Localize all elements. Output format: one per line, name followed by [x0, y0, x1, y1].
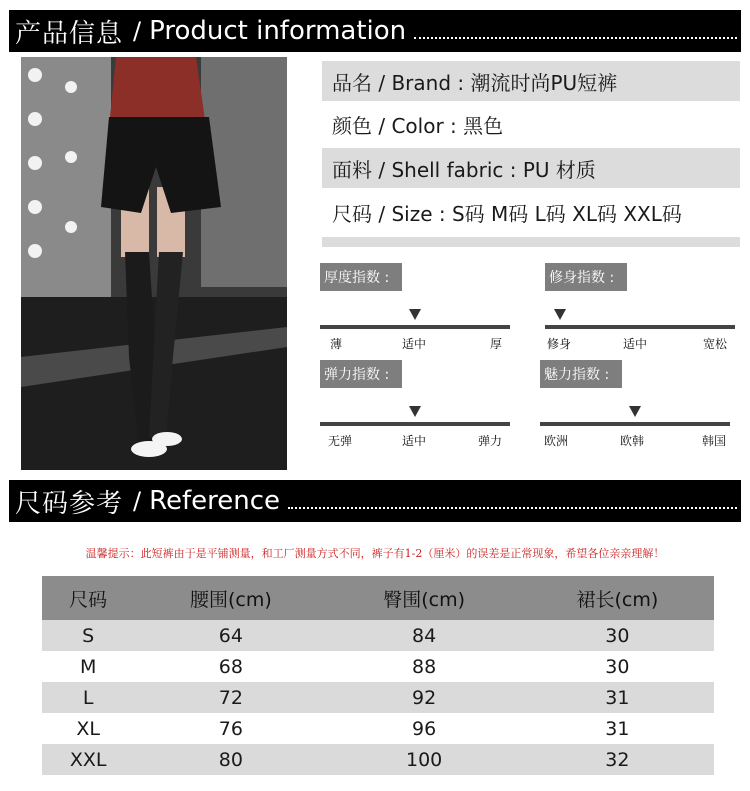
col-hip: 臀围(cm) — [328, 576, 521, 620]
size-cell: XXL — [42, 744, 134, 775]
info-divider — [322, 237, 740, 247]
scale-marker — [629, 406, 641, 417]
hip-cell: 96 — [412, 717, 437, 740]
scale-label-mid: 适中 — [402, 337, 427, 351]
scale-line — [320, 422, 510, 426]
table-row — [42, 744, 714, 775]
size-cell: XL — [76, 717, 100, 740]
scale-title: 修身指数 : — [545, 263, 627, 291]
section-title-cn: 尺码参考 — [15, 488, 124, 519]
size-cell: S — [42, 620, 134, 651]
product-info-header — [9, 10, 741, 52]
length-cell: 31 — [605, 717, 630, 740]
col-length: 裙长(cm) — [521, 576, 714, 620]
section-title-en: Product information — [149, 16, 407, 46]
length-cell: 30 — [605, 655, 630, 678]
color-row: 颜色 / Color : 黑色 — [332, 113, 504, 138]
reference-header — [9, 480, 741, 522]
size-cell: L — [42, 682, 134, 713]
scale-label-high: 宽松 — [702, 337, 727, 351]
size-table — [42, 576, 714, 775]
elasticity-scale — [320, 360, 510, 450]
table-row — [42, 651, 714, 682]
scale-label-low: 修身 — [547, 337, 572, 351]
dotted-rule — [414, 37, 737, 39]
scale-line — [545, 325, 735, 329]
length-cell: 31 — [521, 682, 714, 713]
scale-label-high: 厚 — [489, 337, 502, 351]
scale-label-high: 弹力 — [477, 434, 502, 448]
section-title-en: Reference — [149, 486, 281, 516]
title-separator: / — [133, 487, 142, 515]
dotted-rule — [288, 507, 737, 509]
scale-marker — [409, 406, 421, 417]
scale-label-low: 欧洲 — [544, 434, 569, 448]
product-photo — [21, 57, 287, 470]
waist-cell: 72 — [134, 682, 327, 713]
waist-cell: 64 — [134, 620, 327, 651]
scale-label-mid: 欧韩 — [620, 434, 645, 448]
hip-cell: 92 — [328, 682, 521, 713]
scale-label-low: 薄 — [330, 337, 343, 351]
hip-cell: 88 — [412, 655, 437, 678]
scale-label-low: 无弹 — [328, 434, 353, 448]
scale-marker — [554, 309, 566, 320]
scale-marker — [409, 309, 421, 320]
title-separator: / — [133, 17, 142, 45]
scale-title: 魅力指数 : — [540, 360, 622, 388]
scale-line — [320, 325, 510, 329]
scale-title: 厚度指数 : — [320, 263, 402, 291]
table-row — [42, 713, 714, 744]
waist-cell: 80 — [134, 744, 327, 775]
size-row: 尺码 / Size : S码 M码 L码 XL码 XXL码 — [332, 201, 682, 226]
fit-scale — [545, 263, 735, 353]
length-cell: 30 — [521, 620, 714, 651]
col-waist: 腰围(cm) — [134, 576, 327, 620]
col-size: 尺码 — [42, 576, 134, 620]
fabric-row: 面料 / Shell fabric : PU 材质 — [322, 148, 740, 188]
scale-label-high: 韩国 — [701, 434, 726, 448]
section-title-cn: 产品信息 — [15, 18, 124, 49]
scale-title: 弹力指数 : — [320, 360, 402, 388]
table-header-row — [42, 576, 714, 620]
table-row — [42, 620, 714, 651]
waist-cell: 68 — [218, 655, 243, 678]
scale-label-mid: 适中 — [402, 434, 427, 448]
charm-scale — [540, 360, 730, 450]
hip-cell: 84 — [328, 620, 521, 651]
brand-row: 品名 / Brand : 潮流时尚PU短裤 — [322, 61, 740, 101]
thickness-scale — [320, 263, 510, 353]
size-cell: M — [79, 655, 97, 678]
table-row — [42, 682, 714, 713]
length-cell: 32 — [521, 744, 714, 775]
measurement-notice: 温馨提示：此短裤由于是平铺测量，和工厂测量方式不同，裤子有1-2（厘米）的误差是正常现象，希望各位亲亲理解！ — [85, 547, 665, 560]
waist-cell: 76 — [218, 717, 243, 740]
scale-label-mid: 适中 — [623, 337, 648, 351]
hip-cell: 100 — [328, 744, 521, 775]
scale-line — [540, 422, 730, 426]
